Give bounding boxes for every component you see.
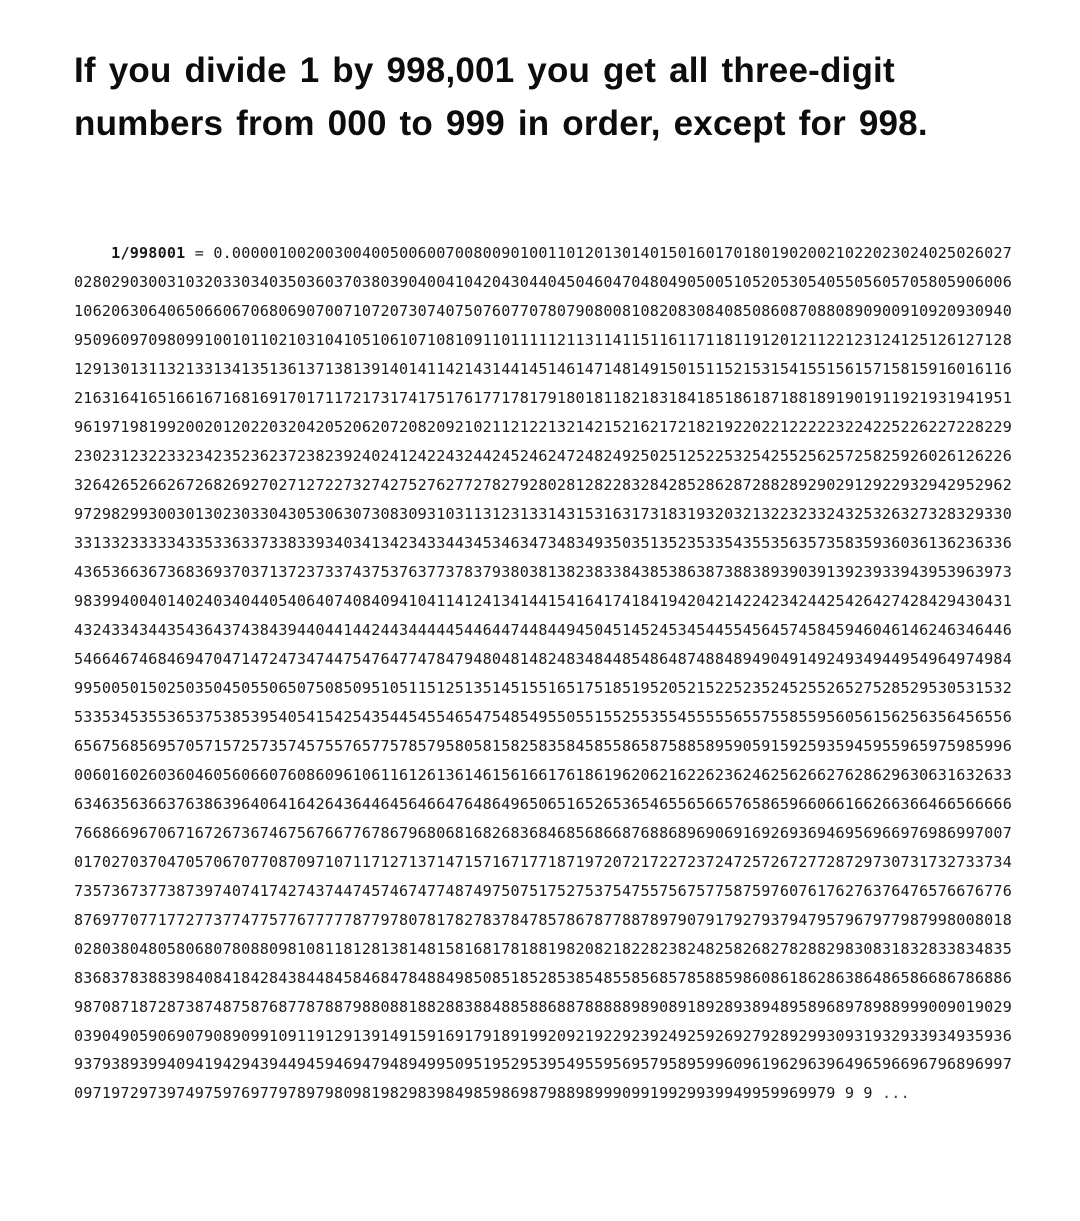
page-title: If you divide 1 by 998,001 you get all three-digit numbers from 000 to 999 in order, except for 998. bbox=[74, 51, 928, 144]
fraction-label: 1/998001 bbox=[111, 244, 186, 263]
division-expansion bbox=[74, 210, 1014, 1137]
equals-sign: = bbox=[185, 244, 214, 263]
decimal-digits: 000001002003004005006007008009010011012013014015016017018019020021022023024025026027028029030031032033034035036037038039040041042043044045046047048049050051052053054055056057058059060061062063064065066067068069070071072073074075076077078079080081082083084085086087088089090091092093094095096097098099100101102103104105106107108109110111112113114115116117118119120121122123124125126127128129130131132133134135136137138139140141142143144145146147148149150151152153154155156157158159160161162163164165166167168169170171172173174175176177178179180181182183184185186187188189190191192193194195196197198199200201202203204205206207208209210211212213214215216217218219220221222223224225226227228229230231232233234235236237238239240241242243244245246247248249250251252253254255256257258259260261262263264265266267268269270271272273274275276277278279280281282283284285286287288289290291292293294295296297298299300301302303304305306307308309310311312313314315316317318319320321322323324325326327328329330331332333334335336337338339340341342343344345346347348349350351352353354355356357358359360361362363364365366367368369370371372373374375376377378379380381382383384385386387388389390391392393394395396397398399400401402403404405406407408409410411412413414415416417418419420421422423424425426427428429430431432433434435436437438439440441442443444445446447448449450451452453454455456457458459460461462463464465466467468469470471472473474475476477478479480481482483484485486487488489490491492493494495496497498499500501502503504505506507508509510511512513514515516517518519520521522523524525526527528529530531532533534535536537538539540541542543544545546547548549550551552553554555556557558559560561562563564565566567568569570571572573574575576577578579580581582583584585586587588589590591592593594595596597598599600601602603604605606607608609610611612613614615616617618619620621622623624625626627628629630631632633634635636637638639640641642643644645646647648649650651652653654655656657658659660661662663664665666667668669670671672673674675676677678679680681682683684685686687688689690691692693694695696697698699700701702703704705706707708709710711712713714715716717718719720721722723724725726727728729730731732733734735736737738739740741742743744745746747748749750751752753754755756757758759760761762763764765766767768769770771772773774775776777778779780781782783784785786787788789790791792793794795796797798799800801802803804805806807808809810811812813814815816817818819820821822823824825826827828829830831832833834835836837838839840841842843844845846847848849850851852853854855856857858859860861862863864865866867868869870871872873874875876877878879880881882883884885886887888889890891892893894895896897898899900901902903904905906907908909910911912913914915916917918919920921922923924925926927928929930931932933934935936937938939940941942943944945946947948949950951952953954955956957958959960961962963964965966967968969970971972973974975976977978979809819829839849859869879889899909919929939949959969979 9 9 bbox=[74, 244, 1013, 1103]
value-prefix: 0. bbox=[213, 244, 232, 263]
ellipsis: ... bbox=[882, 1084, 910, 1103]
